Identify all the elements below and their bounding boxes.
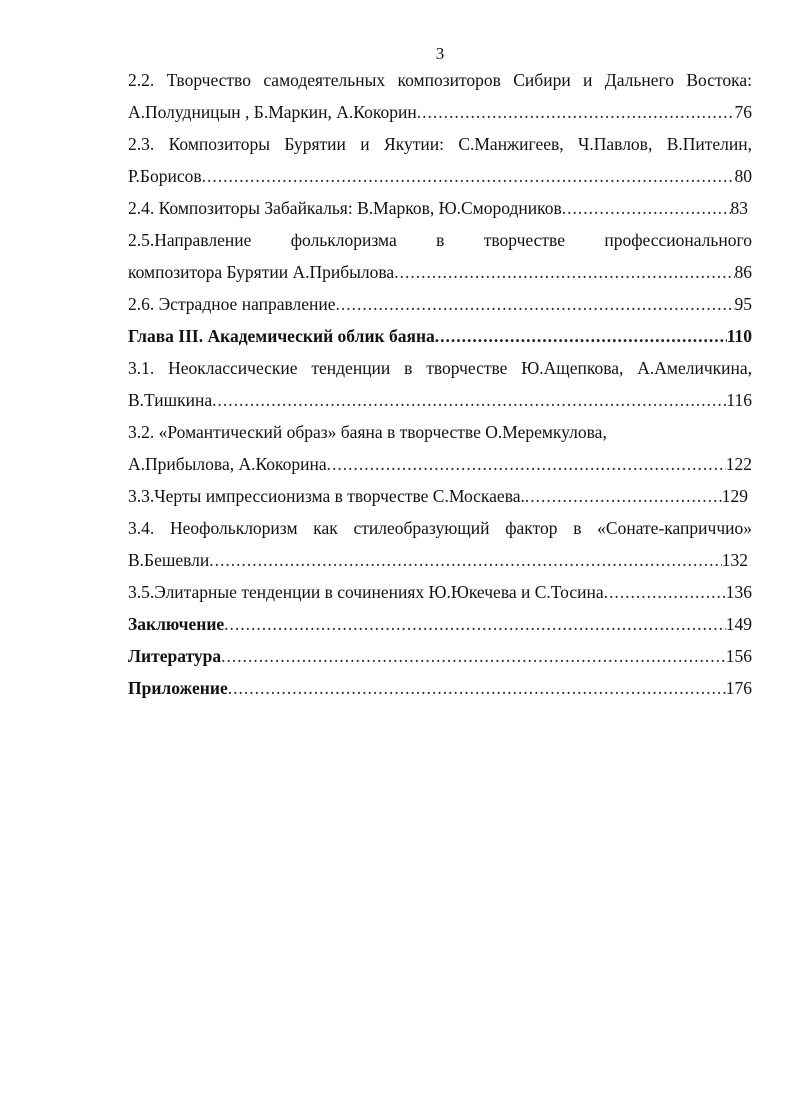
toc-entry-3-2-line2 (128, 452, 752, 476)
toc-entry-3-4-line1 (128, 516, 752, 540)
dot-leader (327, 452, 726, 476)
toc-entry-2-3-line2 (128, 164, 752, 188)
toc-entry-text: 3.2. «Романтический образ» баяна в творчестве О.Меремкулова, (128, 422, 607, 442)
dot-leader (212, 388, 726, 412)
toc-page-number: 116 (726, 390, 752, 410)
toc-page-number: 136 (725, 582, 752, 602)
toc-entry-3-4-line2 (128, 548, 748, 572)
toc-entry-3-2-line1 (128, 420, 752, 444)
dot-leader (224, 612, 726, 636)
toc-conclusion (128, 612, 752, 636)
toc-entry-text: 2.5.Направление фольклоризма в творчестве профессионального (128, 230, 752, 250)
toc-section-title: Литература (128, 646, 222, 666)
toc-entry-text: 2.2. Творчество самодеятельных композиторов Сибири и Дальнего Востока: (128, 70, 752, 90)
toc-entry-3-3 (128, 484, 748, 508)
toc-page-number: 149 (725, 614, 752, 634)
dot-leader (525, 484, 722, 508)
toc-entry-text: Р.Борисов (128, 166, 202, 186)
toc-entry-2-2-line2 (128, 100, 752, 124)
dot-leader (221, 644, 726, 668)
toc-entry-3-1-line1 (128, 356, 752, 380)
toc-entry-text: 3.5.Элитарные тенденции в сочинениях Ю.Юкечева и С.Тосина (128, 582, 604, 602)
toc-entry-text: 2.3. Композиторы Бурятии и Якутии: С.Манжигеев, Ч.Павлов, В.Пителин, (128, 134, 752, 154)
toc-entry-3-5 (128, 580, 752, 604)
dot-leader (336, 292, 735, 316)
toc-entry-text: 3.3.Черты импрессионизма в творчестве С.Москаева. (128, 486, 525, 506)
toc-entry-3-1-line2 (128, 388, 752, 412)
toc-entry-text: В.Тишкина (128, 390, 213, 410)
toc-page-number: 95 (734, 294, 752, 314)
toc-page-number: 76 (734, 102, 752, 122)
toc-page-number: 122 (725, 454, 752, 474)
dot-leader (435, 324, 727, 348)
toc-entry-text: 2.6. Эстрадное направление (128, 294, 336, 314)
toc-entry-text: В.Бешевли (128, 550, 210, 570)
toc-section-title: Приложение (128, 678, 228, 698)
dot-leader (202, 164, 735, 188)
toc-page-number: 176 (725, 678, 752, 698)
toc-section-title: Заключение (128, 614, 225, 634)
toc-entry-2-4 (128, 196, 748, 220)
toc-page-number: 80 (734, 166, 752, 186)
dot-leader (417, 100, 735, 124)
toc-chapter-title: Глава III. Академический облик баяна (128, 326, 435, 346)
toc-entry-text: композитора Бурятии А.Прибылова (128, 262, 395, 282)
toc-entry-2-6 (128, 292, 752, 316)
toc-page-number: 83 (730, 198, 748, 218)
toc-appendix (128, 676, 752, 700)
toc-entry-2-5-line1 (128, 228, 752, 252)
toc-entry-text: 3.1. Неоклассические тенденции в творчестве Ю.Ащепкова, А.Амеличкина, (128, 358, 752, 378)
toc-page-number: 86 (734, 262, 752, 282)
dot-leader (209, 548, 722, 572)
toc-page-number: 110 (726, 326, 752, 346)
toc-entry-2-3-line1 (128, 132, 752, 156)
dot-leader (604, 580, 726, 604)
toc-entry-text: А.Прибылова, А.Кокорина (128, 454, 327, 474)
toc-entry-text: 2.4. Композиторы Забайкалья: В.Марков, Ю.Смородников (128, 198, 562, 218)
dot-leader (394, 260, 734, 284)
dot-leader (228, 676, 726, 700)
toc-entry-text: А.Полудницын , Б.Маркин, А.Кокорин (128, 102, 417, 122)
toc-page-number: 132 (721, 550, 748, 570)
toc-entry-2-2-line1 (128, 68, 752, 92)
toc-page-number: 129 (721, 486, 748, 506)
toc-entry-text: 3.4. Неофольклоризм как стилеобразующий фактор в «Сонате-каприччио» (128, 518, 752, 538)
toc-page-number: 156 (725, 646, 752, 666)
toc-entry-2-5-line2 (128, 260, 752, 284)
dot-leader (562, 196, 731, 220)
toc-literature (128, 644, 752, 668)
toc-chapter-3 (128, 324, 752, 348)
page-number: 3 (435, 44, 445, 63)
